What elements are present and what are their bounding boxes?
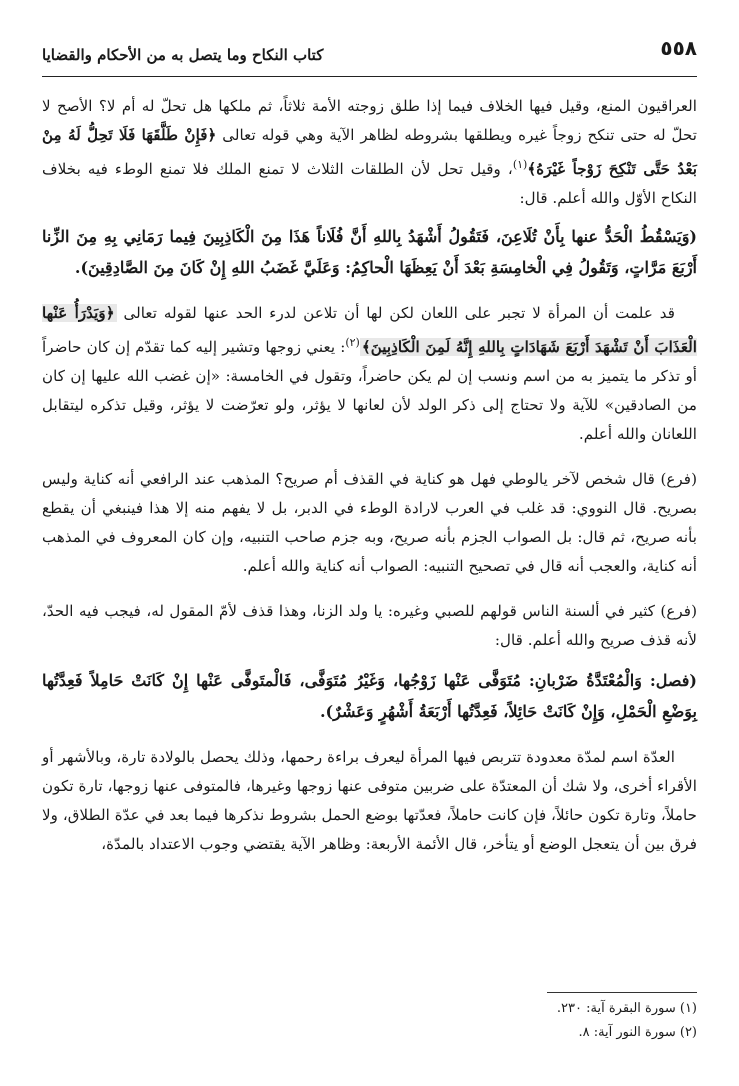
footnote-ref-2: (٢) — [345, 336, 360, 350]
paragraph-1 — [42, 92, 697, 213]
footnotes — [42, 992, 697, 1045]
quran-verse-2: ﴿وَيَدْرَأُ عَنْها الْعَذَابَ أَنْ تَشْهَدَ أَرْبَعَ شَهَادَاتٍ بِاللهِ إِنَّهُ لَمِنَ الْكَاذِبِينَ﴾ — [42, 304, 697, 357]
paragraph-3-text-b: : يعني زوجها وتشير إليه كما تقدّم إن كان حاضراً أو تذكر ما يتميز به من اسم ونسب إن لم يكن حاضراً، وتقول في الخامسة: «إن غضب الله عليها إن كان من الصادقين» للآية ولا تحتاج إلى ذكر الولد لأن لعانها لا يؤثر، ولو تعرّضت لا يؤثر، وقيل تذكره ليتقابل اللعانان والله أعلم. — [42, 338, 697, 444]
footnote-ref-1: (١) — [512, 158, 528, 171]
page-header — [42, 36, 697, 77]
matn-paragraph-lian: (وَيَسْقُطُ الْحَدُّ عنها بِأَنْ تُلَاعِنَ، فَتَقُولُ أَشْهَدُ بِاللهِ أَنَّ فُلَاناً هَذَا مِنَ الْكَاذِبِينَ فِيما رَمَانِي بِهِ مِنَ الزِّنا أَرْبَعَ مَرَّاتٍ، وَتَقُولُ فِي الْخامِسَةِ بَعْدَ أَنْ يَعِظَهَا الْحاكِمُ: وَعَلَيَّ غَضَبُ اللهِ إِنْ كَانَ مِنَ الصَّادِقِينَ). — [42, 227, 697, 278]
paragraph-1-text-b: ، وقيل تحل لأن الطلقات الثلاث لا تمنع الملك فلا تمنع الوطء فيه بخلاف النكاح الأوّل والله أعلم. قال: — [42, 160, 697, 208]
body-text — [42, 92, 697, 859]
paragraph-far-2: (فرع) كثير في ألسنة الناس قولهم للصبي وغيره: يا ولد الزنا، وهذا قذف لأمّ المقول له، فيجب فيه الحدّ، لأنه قذف صريح والله أعلم. قال: — [42, 602, 697, 650]
paragraph-1-text-a: العراقيون المنع، وقيل فيها الخلاف فيما إذا طلق زوجته الأمة ثلاثاً، ثم ملكها هل تحلّ له أم لا؟ الأصح لا تحلّ له حتى تنكح زوجاً غيره ويطلقها بشروطه لظاهر الآية وهي قوله تعالى — [42, 97, 698, 144]
paragraph-3 — [42, 299, 697, 449]
page-number: ٥٥٨ — [660, 36, 697, 60]
quran-verse-1: ﴿فَإِنْ طَلَّقَهَا فَلَا تَحِلُّ لَهُ مِنْ بَعْدُ حَتَّى تَنْكِحَ زَوْجاً غَيْرَهُ﴾ — [42, 126, 697, 179]
paragraph-7: العدّة اسم لمدّة معدودة تتربص فيها المرأة ليعرف براءة رحمها، وذلك يحصل بالولادة تارة، وبالأشهر أو الأقراء أخرى، ولا شك أن المعتدّة على ضربين متوفى عنها زوجها وغيرها، فالمتوفى عنها زوجها، تارة تكون حاملاً، وتارة تكون حائلاً، فإن كانت حاملاً، فعدّتها بوضع الحمل بشروط نذكرها فيما بعد في عدّة الطلاق، ولا فرق بين أن يتعجل الوضع أو يتأخر، قال الأئمة الأربعة: وظاهر الآية يقتضي وجوب الاعتداد بالمدّة، — [42, 748, 697, 854]
matn-paragraph-idda: (فصل: وَالْمُعْتَدَّةُ ضَرْبانِ: مُتَوَفَّى عَنْها زَوْجُها، وَغَيْرُ مُتَوَفَّى، فَالْمتَوفَّى عَنْها إِنْ كَانَتْ حَامِلاً فَعِدَّتُها بِوَضْعِ الْحَمْلِ، وَإِنْ كَانَتْ حَائِلاً، فَعِدَّتُها أَرْبَعَةُ أَشْهُرٍ وَعَشْرٌ). — [42, 671, 697, 722]
footnote-1: (١) سورة البقرة آية: ٢٣٠. — [556, 1001, 697, 1016]
paragraph-far-1: (فرع) قال شخص لآخر يالوطي فهل هو كناية في القذف أم صريح؟ المذهب عند الرافعي أنه كناية وليس بصريح. قال النووي: قد غلب في العرب لارادة الوطء في الدبر، بل لا يفهم منه إلا هذا فينبغي أن يقطع بأنه صريح، ثم قال: بل الصواب الجزم بأنه صريح، وبه جزم صاحب التنبيه، وإن كان المعروف في المذهب أنه كناية، والعجب أنه قال في تصحيح التنبيه: الصواب أنه كناية والله أعلم. — [42, 470, 697, 576]
footnote-divider — [547, 992, 697, 993]
running-title: كتاب النكاح وما يتصل به من الأحكام والقضايا — [42, 46, 324, 64]
footnote-2: (٢) سورة النور آية: ٨. — [578, 1025, 697, 1040]
paragraph-3-text-a: قد علمت أن المرأة لا تجبر على اللعان لكن لها أن تلاعن لدرء الحد عنها لقوله تعالى — [116, 304, 676, 323]
